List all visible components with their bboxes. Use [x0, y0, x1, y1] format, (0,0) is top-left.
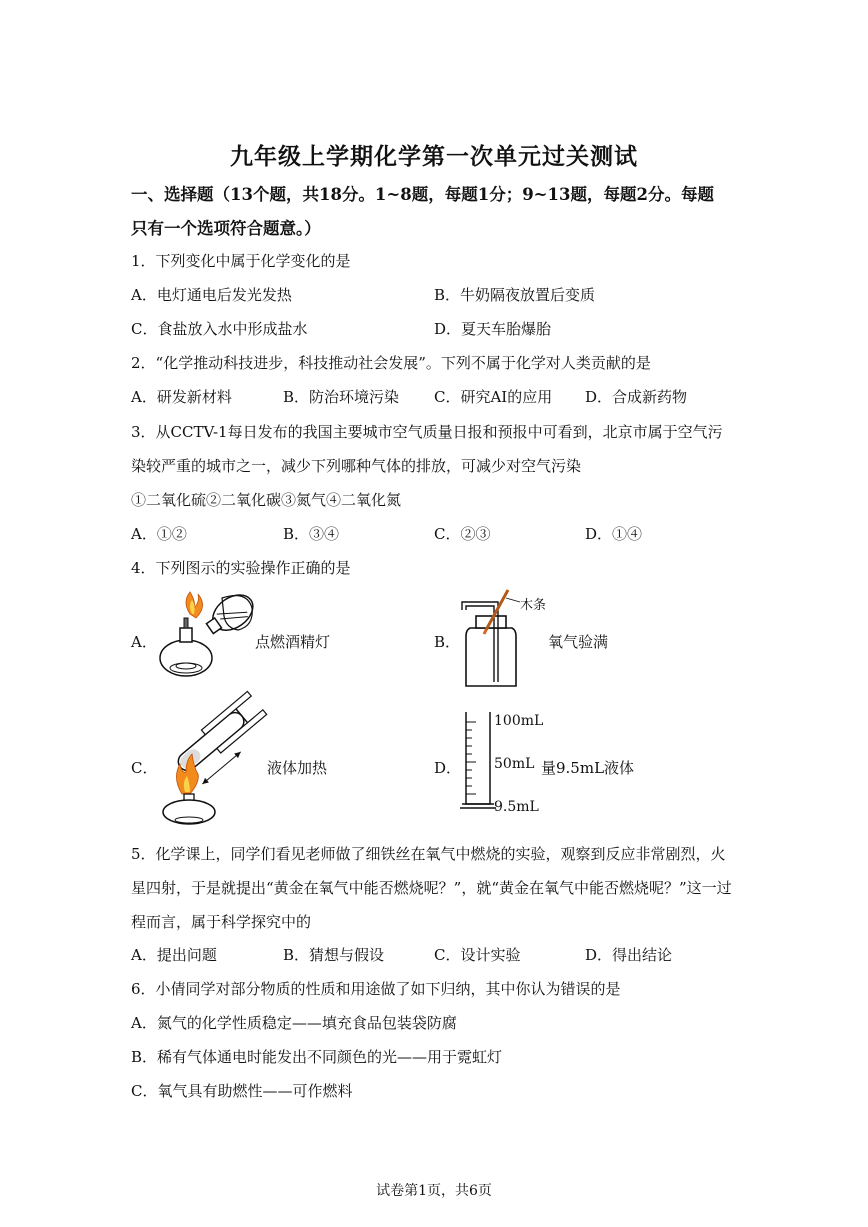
q4-option-d-scale-mid: 50mL	[494, 756, 535, 772]
q6-option-a[interactable]: A．氮气的化学性质稳定——填充食品包装袋防腐	[131, 1014, 457, 1032]
q4-option-d-label: 量9.5mL液体	[541, 759, 635, 777]
q5-stem-line2: 星四射，于是就提出“黄金在氧气中能否燃烧呢？”，就“黄金在氧气中能否燃烧呢？”这一过	[131, 879, 732, 897]
section-heading-line1: 一、选择题（13个题，共18分。1~8题，每题1分；9~13题，每题2分。每题	[131, 185, 714, 204]
q3-option-b[interactable]: B．③④	[283, 525, 340, 543]
q1-option-c[interactable]: C．食盐放入水中形成盐水	[131, 320, 308, 338]
q5-stem-line3: 程而言，属于科学探究中的	[131, 913, 312, 931]
graduated-cylinder-figure	[460, 712, 496, 816]
q4-option-a-label: 点燃酒精灯	[255, 633, 331, 651]
q1-option-a[interactable]: A．电灯通电后发光发热	[131, 286, 292, 304]
q5-option-b[interactable]: B．猜想与假设	[283, 946, 385, 964]
q6-stem: 6．小倩同学对部分物质的性质和用途做了如下归纳，其中你认为错误的是	[131, 980, 621, 998]
q4-option-b-stick-label: 木条	[520, 598, 547, 613]
q3-option-d[interactable]: D．①④	[585, 525, 643, 543]
section-heading-line2: 只有一个选项符合题意。）	[131, 219, 321, 238]
q5-stem-line1: 5．化学课上，同学们看见老师做了细铁丝在氧气中燃烧的实验，观察到反应非常剧烈，火	[131, 845, 726, 863]
lighting-alcohol-lamp-figure	[152, 588, 262, 688]
q4-option-d-scale-bot: 9.5mL	[494, 799, 539, 815]
q3-stem-line1: 3．从CCTV-1每日发布的我国主要城市空气质量日报和预报中可看到，北京市属于空气污	[131, 423, 723, 441]
q3-option-a[interactable]: A．①②	[131, 525, 187, 543]
q2-option-a[interactable]: A．研发新材料	[131, 388, 232, 406]
q1-stem: 1．下列变化中属于化学变化的是	[131, 252, 351, 270]
q2-option-d[interactable]: D．合成新药物	[585, 388, 688, 406]
q4-option-b-label: 氧气验满	[548, 633, 609, 651]
q4-stem: 4．下列图示的实验操作正确的是	[131, 559, 351, 577]
q4-option-c[interactable]: C．	[131, 759, 158, 777]
q4-option-a[interactable]: A．	[131, 633, 157, 651]
q1-option-d[interactable]: D．夏天车胎爆胎	[434, 320, 552, 338]
q2-stem: 2．“化学推动科技进步，科技推动社会发展”。下列不属于化学对人类贡献的是	[131, 354, 651, 372]
q2-option-b[interactable]: B．防治环境污染	[283, 388, 400, 406]
q2-option-c[interactable]: C．研究AI的应用	[434, 388, 553, 406]
page-footer: 试卷第1页，共6页	[376, 1183, 492, 1199]
q3-items: ①二氧化硫②二氧化碳③氮气④二氧化氮	[131, 491, 402, 509]
q4-option-d-scale-top: 100mL	[494, 713, 544, 729]
q4-option-c-label: 液体加热	[267, 759, 328, 777]
q1-option-b[interactable]: B．牛奶隔夜放置后变质	[434, 286, 596, 304]
q3-stem-line2: 染较严重的城市之一，减少下列哪种气体的排放，可减少对空气污染	[131, 457, 582, 475]
page-title: 九年级上学期化学第一次单元过关测试	[230, 143, 638, 170]
liquid-heating-figure	[150, 702, 270, 827]
q4-option-d[interactable]: D．	[434, 759, 462, 777]
q5-option-d[interactable]: D．得出结论	[585, 946, 673, 964]
q6-option-b[interactable]: B．稀有气体通电时能发出不同颜色的光——用于霓虹灯	[131, 1048, 503, 1066]
q6-option-c[interactable]: C．氧气具有助燃性——可作燃料	[131, 1082, 353, 1100]
q4-option-b[interactable]: B．	[434, 633, 461, 651]
q3-option-c[interactable]: C．②③	[434, 525, 491, 543]
q5-option-c[interactable]: C．设计实验	[434, 946, 521, 964]
q5-option-a[interactable]: A．提出问题	[131, 946, 217, 964]
